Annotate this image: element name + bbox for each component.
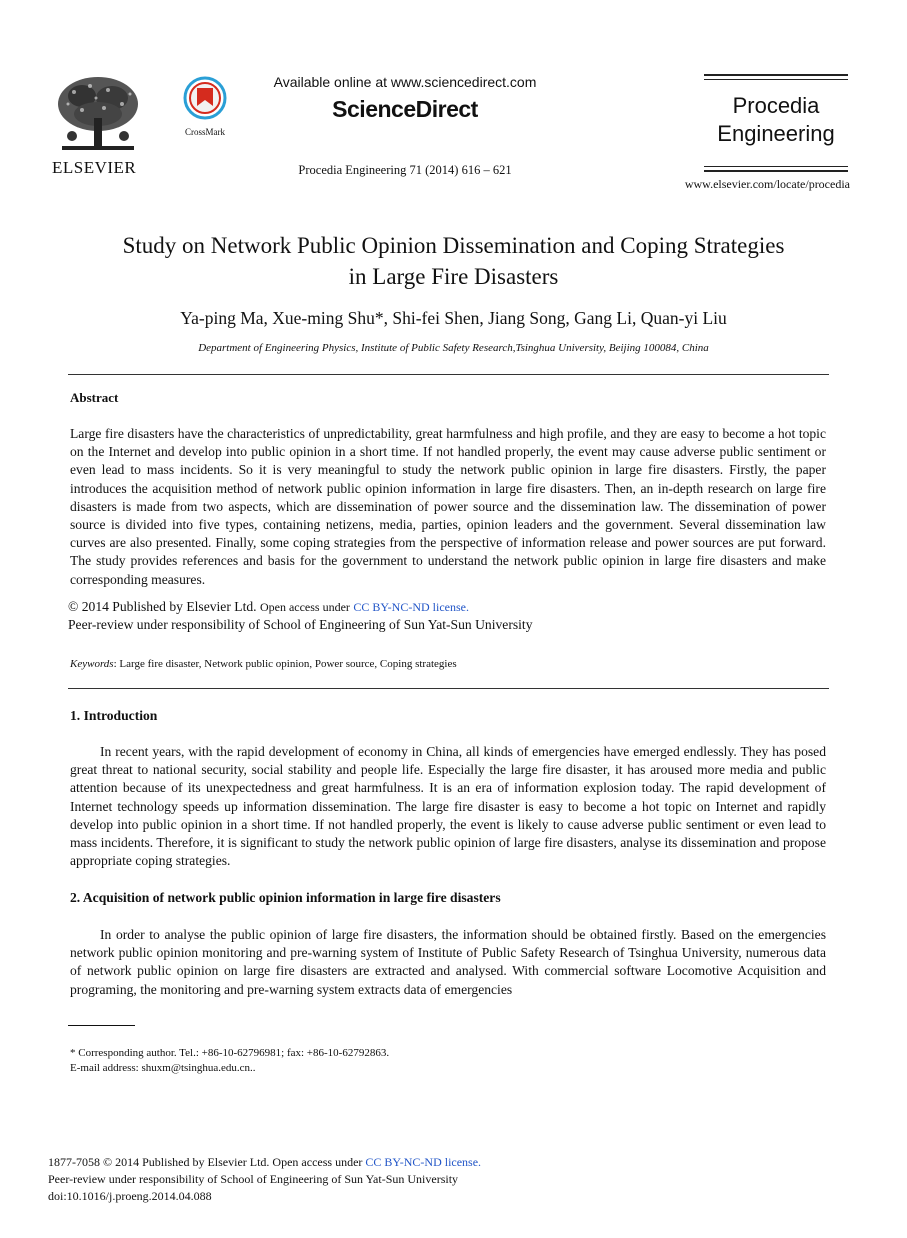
footer-license-link[interactable]: CC BY-NC-ND license. xyxy=(365,1155,482,1169)
keywords-line xyxy=(70,658,457,670)
section-1-heading: 1. Introduction xyxy=(70,708,158,723)
journal-name xyxy=(704,92,848,148)
elsevier-tree-icon xyxy=(52,74,144,154)
peer-review-line: Peer-review under responsibility of School of Engineering of Sun Yat-Sun University xyxy=(68,617,533,632)
keywords-label: Keywords xyxy=(70,658,114,670)
section-2-text: In order to analyse the public opinion of large fire disasters, the information should be obtained firstly. Based on the emergencies network public opinion monitoring and pre-warning system of Institute of Public Safety Research of Tsinghua University, numerous data of network public opinion on large fire disasters are extracted and analysed. With commercial software Locomotive Acquisition and programing, the monitoring and pre-warning system extracts data of emergencies xyxy=(70,927,826,997)
journal-rule-top xyxy=(704,74,848,76)
license-link[interactable]: CC BY-NC-ND license. xyxy=(353,600,469,614)
article-title-line2: in Large Fire Disasters xyxy=(348,264,559,289)
journal-reference: Procedia Engineering 71 (2014) 616 – 621 xyxy=(298,163,512,177)
available-online-text: Available online at www.sciencedirect.com xyxy=(273,74,537,90)
abstract-text: Large fire disasters have the characteristics of unpredictability, great harmfulness and high profile, and they are easy to become a hot topic on the Internet and develop into public opinion in a short time. If not handled properly, the event may cause adverse public sentiment or even lead to mass incidents. So it is very meaningful to study the network public opinion in large fire disasters. Firstly, the paper introduces the acquisition method of network public opinion information in large fire disasters. Then, an in-depth research on large fire disasters is made from two aspects, which are dissemination of power source and the dissemination law. The dissemination of power source is divided into five types, containing netizens, media, parties, opinion leaders and the government. Several dissemination law curves are also presented. Finally, some coping strategies from the perspective of information release and power sources are put forward. The study provides references and basis for the government to understand the network public opinion in large fire disasters and make corresponding measures. xyxy=(70,426,826,587)
journal-url[interactable]: www.elsevier.com/locate/procedia xyxy=(684,177,850,191)
sciencedirect-brand: ScienceDirect xyxy=(332,96,478,122)
footer-issn-line xyxy=(48,1155,481,1170)
divider-top xyxy=(68,374,829,375)
copyright-text: © 2014 Published by Elsevier Ltd. xyxy=(68,599,257,614)
footer-doi[interactable]: doi:10.1016/j.proeng.2014.04.088 xyxy=(48,1189,212,1203)
section-1-text: In recent years, with the rapid development of economy in China, all kinds of emergencies have emerged endlessly. They has posed great threat to national security, social stability and people life. Especially the large fire disaster, it has aroused more media and public attention because of its unexpectedness and great harmfulness. It is an era of information explosion today. The rapid development of Internet technology speeds up information dissemination. The large fire disaster is easy to become a hot topic on Internet and rapidly develop into public opinion in a short time. If not handled properly, the event is likely to cause adverse public sentiment or even lead to mass incidents. Therefore, it is significant to study the network public opinion of large fire disasters, analyse its dissemination and propose appropriate coping strategies. xyxy=(70,744,826,869)
open-access-text: Open access under xyxy=(259,600,350,614)
article-title-line1: Study on Network Public Opinion Dissemination and Coping Strategies xyxy=(122,233,785,258)
section-2-heading: 2. Acquisition of network public opinion information in large fire disasters xyxy=(70,890,501,905)
email-note: E-mail address: shuxm@tsinghua.edu.cn.. xyxy=(70,1062,256,1074)
footnote-divider xyxy=(68,1025,135,1026)
journal-name-line2: Engineering xyxy=(717,121,835,146)
corresponding-author-note: * Corresponding author. Tel.: +86-10-62796981; fax: +86-10-62792863. xyxy=(70,1047,390,1059)
crossmark-badge[interactable] xyxy=(176,76,234,136)
footer-issn-text: 1877-7058 © 2014 Published by Elsevier Ltd. Open access under xyxy=(48,1155,363,1169)
footer-peer-review: Peer-review under responsibility of School of Engineering of Sun Yat-Sun University xyxy=(48,1172,459,1186)
abstract-heading: Abstract xyxy=(70,390,119,405)
journal-name-line1: Procedia xyxy=(732,93,820,118)
publisher-wordmark: ELSEVIER xyxy=(52,158,137,177)
journal-title-box xyxy=(704,74,848,172)
crossmark-icon xyxy=(183,76,227,120)
copyright-line xyxy=(68,599,469,615)
elsevier-logo xyxy=(52,74,148,178)
keywords-text: : Large fire disaster, Network public opinion, Power source, Coping strategies xyxy=(113,658,457,670)
affiliation: Department of Engineering Physics, Institute of Public Safety Research,Tsinghua University, Beijing 100084, China xyxy=(198,342,709,354)
crossmark-label: CrossMark xyxy=(185,127,225,137)
divider-bottom xyxy=(68,688,829,689)
article-title xyxy=(60,230,847,292)
author-list: Ya-ping Ma, Xue-ming Shu*, Shi-fei Shen, Jiang Song, Gang Li, Quan-yi Liu xyxy=(180,308,727,328)
journal-rule-bottom xyxy=(704,170,848,172)
journal-rule-top-thin xyxy=(704,79,848,80)
journal-rule-bottom-thin xyxy=(704,166,848,167)
